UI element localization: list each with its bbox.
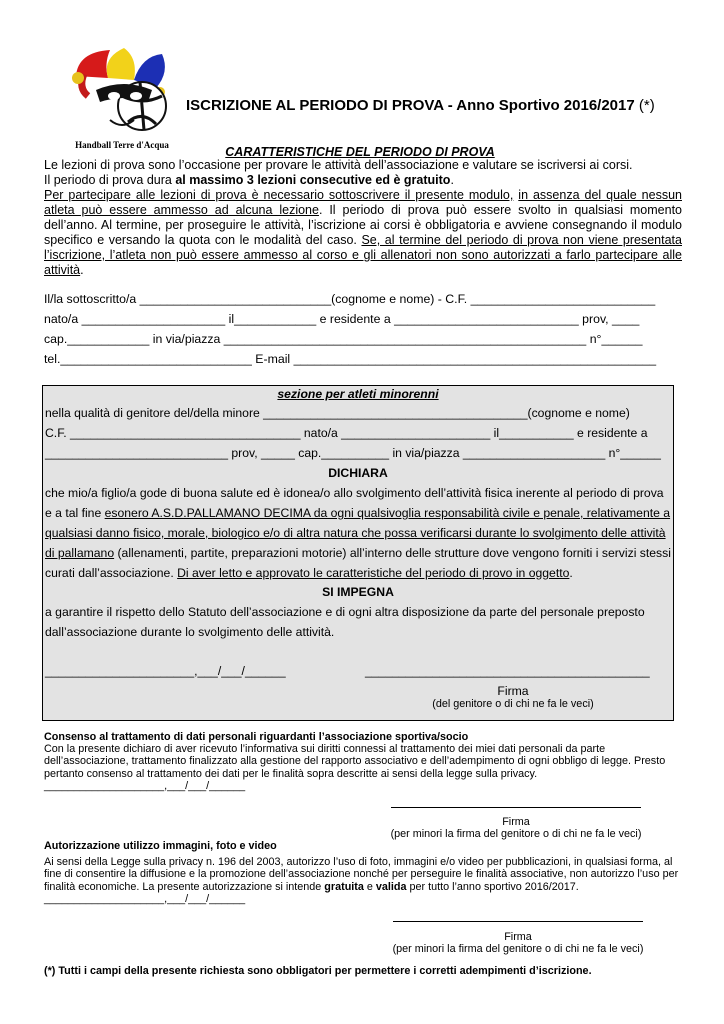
declare-heading: DICHIARA bbox=[328, 466, 388, 480]
form-line-birth[interactable]: nato/a _____________________ il____________ e residente a ___________________________ prov, ____ bbox=[44, 312, 640, 326]
minors-heading: sezione per atleti minorenni bbox=[277, 387, 439, 401]
footnote: (*) Tutti i campi della presente richiesta sono obbligatori per permettere i corretti adempimenti d’iscrizione. bbox=[44, 965, 592, 977]
declare-line-4: di pallamano (allenamenti, partite, preparazioni motorie) all’interno delle strutture dove vengono forniti i servizi stessi bbox=[45, 546, 671, 560]
declare-line-1: che mio/a figlio/a gode di buona salute ed è idonea/o allo svolgimento dell’attività fisica inerente al periodo di prova bbox=[45, 486, 664, 500]
title-asterisk: (*) bbox=[638, 97, 655, 114]
characteristics-heading: CARATTERISTICHE DEL PERIODO DI PROVA bbox=[225, 145, 495, 159]
declare-line-2: e a tal fine esonero A.S.D.PALLAMANO DECIMA da ogni qualsivoglia responsabilità civile e penale, relativamente a bbox=[45, 506, 671, 520]
privacy-text: Con la presente dichiaro di aver ricevuto l’informativa sui diritti connessi al trattamento dei miei dati personali da parte dell’associazione, trattamento finalizzato alla gestione del rapporto associativo e dell’adempimento di ogni obbligo di legge. Presto pertanto consenso al trattamento dei dati per le finalità sopra descritte ai sensi della legge sulla privacy. bbox=[44, 743, 666, 780]
privacy-signature-line[interactable] bbox=[391, 807, 641, 808]
images-signature-line[interactable] bbox=[393, 921, 643, 922]
privacy-date-field[interactable]: ____________________,___/___/______ bbox=[44, 780, 246, 792]
minors-signature-label: Firma bbox=[497, 684, 529, 698]
privacy-signature-note: (per minori la firma del genitore o di chi ne fa le veci) bbox=[390, 828, 642, 840]
title-main: ISCRIZIONE AL PERIODO DI PROVA - Anno Sportivo 2016/2017 bbox=[186, 97, 635, 114]
form-line-contacts[interactable]: tel.____________________________ E-mail _____________________________________________________ bbox=[44, 352, 657, 366]
images-date-field[interactable]: ____________________,___/___/______ bbox=[44, 893, 246, 905]
intro-p3: Per partecipare alle lezioni di prova è necessario sottoscrivere il presente modulo, in assenza del quale nessun atleta può essere ammesso ad alcuna lezione. Il periodo di prova può essere svolto in qualsiasi momento dell’anno. Al termine, per proseguire le attività, l’iscrizione ai corsi è obbligatoria e avviene consegnando il modulo specifico e versando la quota con le modalità del caso. Se, al termine del periodo di prova non viene presentata l’iscrizione, l’atleta non può essere ammesso al corso e gli allenatori non sono autorizzati a farlo partecipare alle attività. bbox=[44, 188, 682, 277]
privacy-signature-label: Firma bbox=[502, 816, 530, 828]
intro-p1: Le lezioni di prova sono l’occasione per provare le attività dell’associazione e valutare se iscriversi ai corsi. bbox=[44, 158, 633, 172]
minors-section bbox=[42, 385, 674, 721]
commit-line-1: a garantire il rispetto dello Statuto dell’associazione e di ogni altra disposizione da parte del personale preposto bbox=[45, 605, 645, 619]
images-signature-note: (per minori la firma del genitore o di chi ne fa le veci) bbox=[392, 943, 644, 955]
form-line-address[interactable]: cap.____________ in via/piazza _____________________________________________________ n°______ bbox=[44, 332, 643, 346]
minors-date-field[interactable]: ______________________,___/___/______ bbox=[45, 664, 286, 678]
jester-handball-logo-icon bbox=[58, 44, 186, 140]
minors-signature-field[interactable]: __________________________________________ bbox=[365, 664, 650, 678]
privacy-heading: Consenso al trattamento di dati personali riguardanti l’associazione sportiva/socio bbox=[44, 731, 469, 743]
declare-line-5: curati dall’associazione. Di aver letto e approvato le caratteristiche del periodo di provo in oggetto. bbox=[45, 566, 573, 580]
minors-line-cf[interactable]: C.F. __________________________________ nato/a ______________________ il___________ e residente a bbox=[45, 426, 648, 440]
minors-line-address[interactable]: ___________________________ prov, _____ cap.__________ in via/piazza _____________________ n°______ bbox=[45, 446, 661, 460]
logo-text: Handball Terre d'Acqua bbox=[75, 140, 169, 150]
commit-heading: SI IMPEGNA bbox=[322, 585, 394, 599]
minors-line-parent[interactable]: nella qualità di genitore del/della minore _______________________________________(cognome e nome) bbox=[45, 406, 630, 420]
images-heading: Autorizzazione utilizzo immagini, foto e video bbox=[44, 840, 277, 852]
form-line-name[interactable]: Il/la sottoscritto/a ____________________________(cognome e nome) - C.F. ___________________________ bbox=[44, 292, 656, 306]
page-title bbox=[186, 97, 655, 114]
characteristics-text bbox=[44, 158, 682, 278]
declare-line-3: qualsiasi danno fisico, morale, biologico e/o di altra natura che possa verificarsi durante lo svolgimento delle attività bbox=[45, 526, 666, 540]
intro-p2: Il periodo di prova dura al massimo 3 lezioni consecutive ed è gratuito. bbox=[44, 173, 454, 187]
images-signature-label: Firma bbox=[504, 931, 532, 943]
minors-signature-note: (del genitore o di chi ne fa le veci) bbox=[432, 698, 594, 710]
commit-line-2: dall’associazione durante lo svolgimento delle attività. bbox=[45, 625, 335, 639]
club-logo bbox=[58, 44, 186, 152]
images-text: Ai sensi della Legge sulla privacy n. 196 del 2003, autorizzo l’uso di foto, immagini e/o video per pubblicazioni, in qualsiasi forma, al fine di consentire la diffusione e la promozione dell’associazione nonché per perseguire le finalità associative, non autorizzo l’uso per finalità economiche. La presente autorizzazione si intende gratuita e valida per tutto l’anno sportivo 2016/2017. bbox=[44, 856, 679, 893]
